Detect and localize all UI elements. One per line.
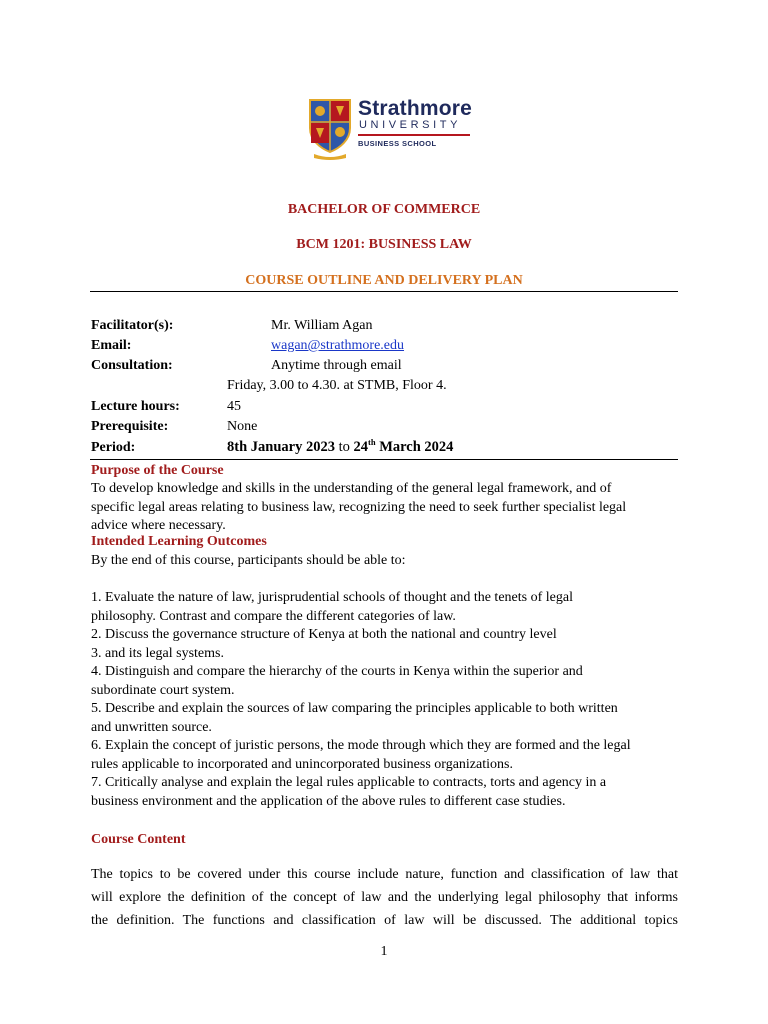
lecture-hours-label: Lecture hours: [91, 399, 180, 414]
purpose-text [91, 480, 691, 536]
outcome-line: 6. Explain the concept of juristic persons, the mode through which they are formed and the legal [91, 738, 631, 753]
outcome-line: 3. and its legal systems. [91, 645, 224, 661]
purpose-line: specific legal areas relating to business law, recognizing the need to seek further specialist legal [91, 499, 627, 515]
outline-heading: COURSE OUTLINE AND DELIVERY PLAN [245, 273, 523, 288]
strathmore-logo [308, 97, 473, 160]
facilitator-label: Facilitator(s): [91, 318, 174, 333]
facilitator-value: Mr. William Agan [271, 318, 373, 333]
degree-heading: BACHELOR OF COMMERCE [287, 202, 481, 217]
period-to: to [334, 439, 354, 455]
purpose-line: To develop knowledge and skills in the understanding of the general legal framework, and of [91, 481, 612, 496]
divider-bottom [90, 459, 678, 460]
outcome-line: rules applicable to incorporated and unincorporated business organizations. [91, 756, 513, 772]
content-heading: Course Content [91, 832, 186, 847]
consultation-label: Consultation: [91, 358, 173, 373]
outcomes-heading: Intended Learning Outcomes [91, 534, 267, 549]
divider-top [90, 291, 678, 292]
content-line: The topics to be covered under this course include nature, function and classification of law that [91, 867, 678, 882]
content-line: the definition. The functions and classification of law will be discussed. The additional topics [91, 913, 678, 928]
period-end-day: 24 [353, 439, 368, 455]
content-line: will explore the definition of the concept of law and the underlying legal philosophy that informs [91, 890, 678, 905]
consultation-schedule: Friday, 3.00 to 4.30. at STMB, Floor 4. [227, 378, 447, 393]
lecture-hours-value: 45 [227, 399, 241, 414]
period-end-sup: th [368, 437, 376, 448]
crest-icon [308, 98, 352, 160]
outcome-line: 7. Critically analyse and explain the legal rules applicable to contracts, torts and agency in a [91, 775, 607, 790]
logo-school: BUSINESS SCHOOL [358, 139, 437, 148]
outcome-line: subordinate court system. [91, 682, 235, 698]
logo-subtitle: UNIVERSITY [359, 119, 462, 131]
course-heading: BCM 1201: BUSINESS LAW [296, 237, 472, 252]
logo-name: Strathmore [358, 97, 473, 120]
outcome-line: 2. Discuss the governance structure of Kenya at both the national and country level [91, 627, 557, 642]
logo-rule [358, 134, 470, 136]
outcome-line: 4. Distinguish and compare the hierarchy of the courts in Kenya within the superior and [91, 664, 583, 679]
email-label: Email: [91, 338, 132, 353]
prerequisite-label: Prerequisite: [91, 419, 169, 434]
outcome-line: and unwritten source. [91, 719, 212, 735]
outcome-line: philosophy. Contrast and compare the different categories of law. [91, 608, 456, 624]
content-text [91, 863, 678, 932]
period-end-rest: March 2024 [375, 439, 454, 455]
outcomes-list [91, 589, 691, 811]
prerequisite-value: None [227, 419, 258, 434]
outcome-line: business environment and the application of the above rules to different case studies. [91, 793, 566, 809]
outcome-line: 5. Describe and explain the sources of law comparing the principles applicable to both written [91, 701, 618, 716]
consultation-value: Anytime through email [271, 358, 402, 373]
purpose-line: advice where necessary. [91, 518, 226, 533]
email-link[interactable]: wagan@strathmore.edu [271, 338, 405, 353]
page-number: 1 [380, 944, 388, 959]
period-start: 8th January 2023 [227, 439, 335, 455]
period-value [227, 439, 453, 456]
period-label: Period: [91, 440, 136, 455]
outcomes-intro: By the end of this course, participants should be able to: [91, 553, 406, 568]
purpose-heading: Purpose of the Course [91, 463, 224, 478]
outcome-line: 1. Evaluate the nature of law, jurisprudential schools of thought and the tenets of legal [91, 590, 573, 605]
